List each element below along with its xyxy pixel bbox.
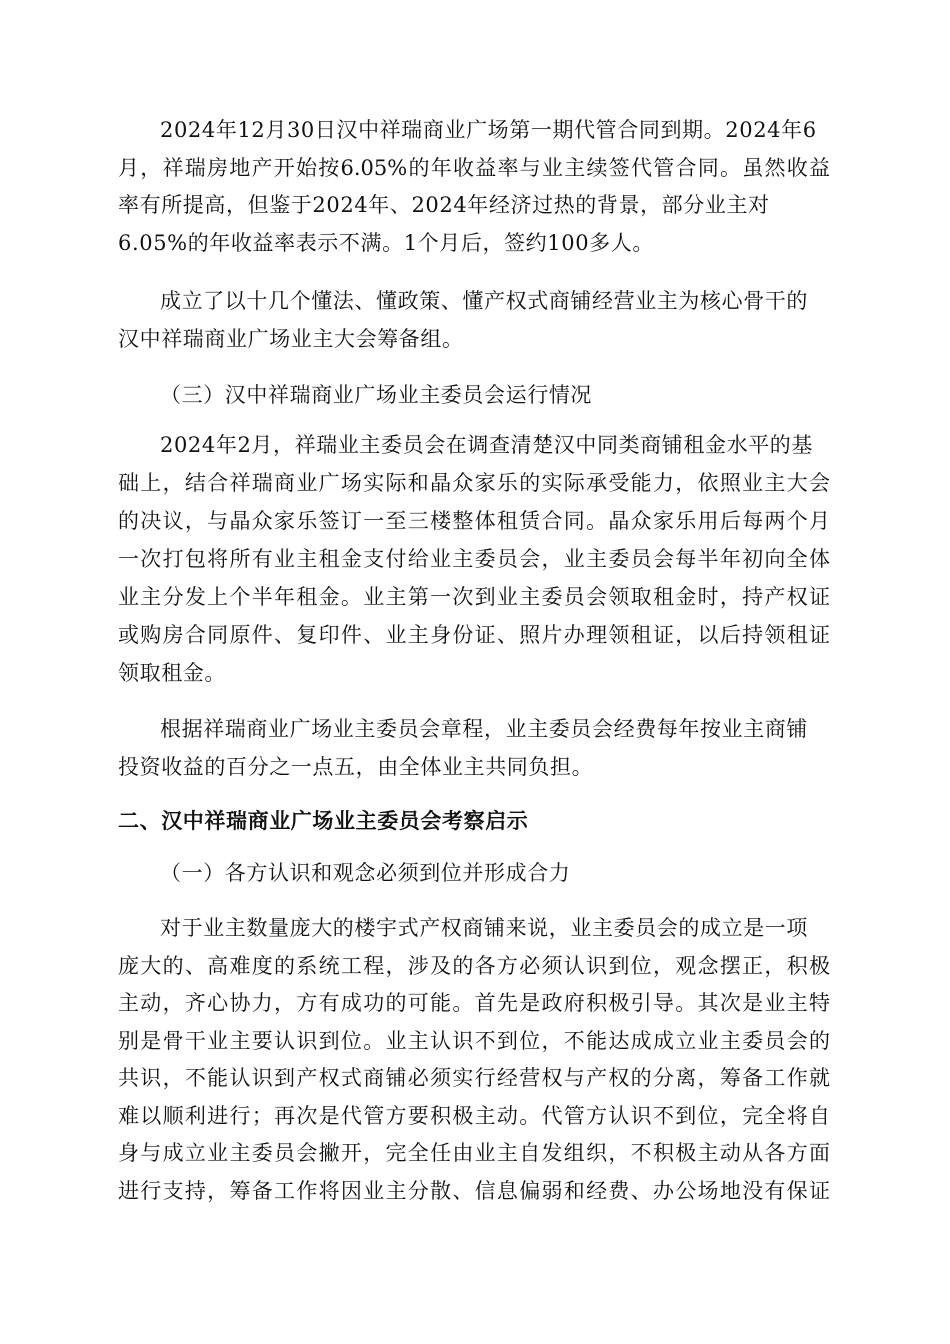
text-line: 础上，结合祥瑞商业广场实际和晶众家乐的实际承受能力，依照业主大会 [118,471,830,495]
text-line: 业主分发上个半年租金。业主第一次到业主委员会领取租金时，持产权证 [118,585,830,609]
text-line: 的决议，与晶众家乐签订一至三楼整体租赁合同。晶众家乐用后每两个月 [118,509,830,533]
text-line: 庞大的、高难度的系统工程，涉及的各方必须认识到位，观念摆正，积极 [118,954,830,978]
text-line: 6.05%的年收益率表示不满。1个月后，签约100多人。 [118,231,654,255]
text-line: 2024年12月30日汉中祥瑞商业广场第一期代管合同到期。2024年6 [160,118,817,142]
text-line: 成立了以十几个懂法、懂政策、懂产权式商铺经营业主为核心骨干的 [160,289,808,313]
text-line: 领取租金。 [118,661,226,685]
text-line: 根据祥瑞商业广场业主委员会章程，业主委员会经费每年按业主商铺 [160,717,808,741]
text-line: 对于业主数量庞大的楼宇式产权商铺来说，业主委员会的成立是一项 [160,916,808,940]
text-line: 一次打包将所有业主租金支付给业主委员会，业主委员会每半年初向全体 [118,547,830,571]
section-subheading: （三）汉中祥瑞商业广场业主委员会运行情况 [160,383,592,407]
text-line: 投资收益的百分之一点五，由全体业主共同负担。 [118,755,594,779]
section-heading: 二、汉中祥瑞商业广场业主委员会考察启示 [118,809,529,833]
text-line: 共识，不能认识到产权式商铺必须实行经营权与产权的分离，筹备工作就 [118,1066,830,1090]
text-line: 2024年2月，祥瑞业主委员会在调查清楚汉中同类商铺租金水平的基 [160,433,814,457]
text-line: 难以顺利进行；再次是代管方要积极主动。代管方认识不到位，完全将自 [118,1104,830,1128]
text-line: 月，祥瑞房地产开始按6.05%的年收益率与业主续签代管合同。虽然收益 [118,156,830,180]
text-line: 进行支持，筹备工作将因业主分散、信息偏弱和经费、办公场地没有保证 [118,1179,830,1203]
section-subheading: （一）各方认识和观念必须到位并形成合力 [160,861,571,885]
text-line: 汉中祥瑞商业广场业主大会筹备组。 [118,327,464,351]
text-line: 身与成立业主委员会撇开，完全任由业主自发组织，不积极主动从各方面 [118,1141,830,1165]
text-line: 率有所提高，但鉴于2024年、2024年经济过热的背景，部分业主对 [118,193,770,217]
text-line: 或购房合同原件、复印件、业主身份证、照片办理领租证，以后持领租证 [118,623,830,647]
text-line: 主动，齐心协力，方有成功的可能。首先是政府积极引导。其次是业主特 [118,991,830,1015]
text-line: 别是骨干业主要认识到位。业主认识不到位，不能达成成立业主委员会的 [118,1029,830,1053]
